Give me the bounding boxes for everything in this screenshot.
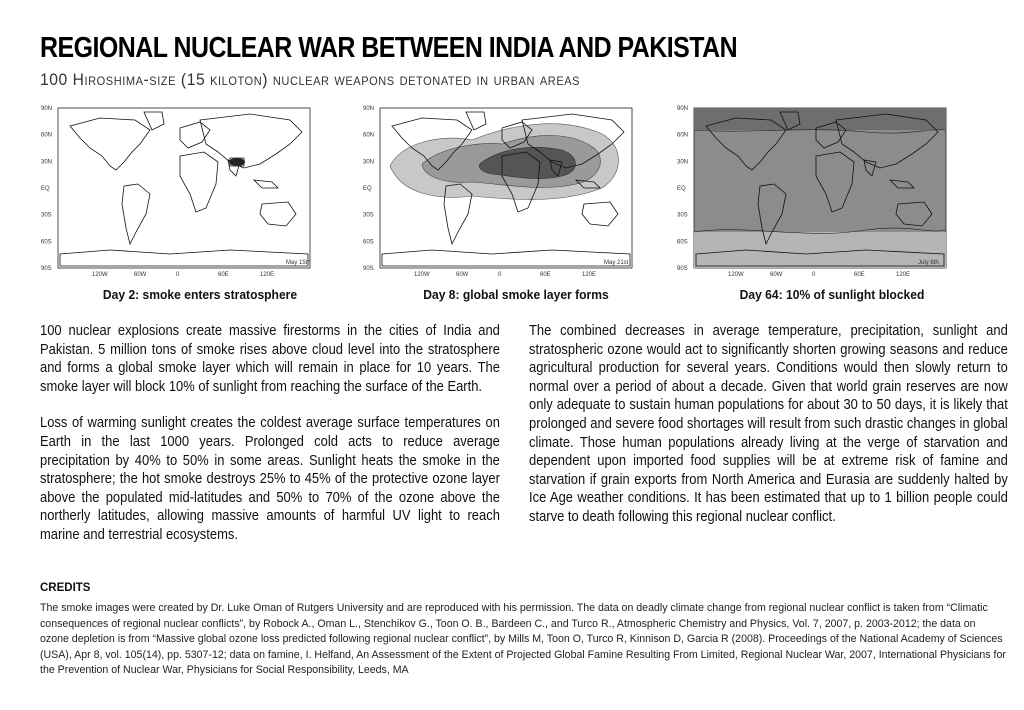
latitude-tick-label: 30N (363, 159, 375, 166)
page-title: REGIONAL NUCLEAR WAR BETWEEN INDIA AND PAKISTAN (40, 32, 738, 64)
longitude-tick-label: 120E (896, 272, 911, 278)
date-stamp: May 21st (604, 260, 629, 266)
credits-heading: CREDITS (40, 582, 91, 594)
smoke-map-day-2 (40, 104, 320, 280)
latitude-tick-label: 90S (41, 266, 52, 272)
credits-paragraph: The smoke images were created by Dr. Luke Oman of Rutgers University and are reproduced with his permission. The data on deadly climate change from regional nuclear conflict is taken from “Climatic consequences of regional nuclear conflicts”, by Robock A., Oman L., Stenchikov G., Toon O. B., Bardeen C., and Turco R., Atmospheric Chemistry and Physics, Vol. 7, 2007, p. 2003-2012; the data on ozone depletion is from “Massive global ozone loss predicted following regional nuclear conflict”, by Mills M, Toon O, Turco R, Kinnison D, Garcia R (2008). Proceedings of the National Academy of Sciences (USA), Apr 8, vol. 105(14), pp. 5307-12; data on famine, I. Helfand, An Assessment of the Extent of Projected Global Famine Resulting From Limited, Regional Nuclear War, 2007, International Physicians for the Prevention of Nuclear War, Physicians for Social Responsibility, Leeds, MA (40, 602, 1006, 677)
smoke-map-day-64 (676, 104, 956, 280)
latitude-tick-label: 90N (677, 106, 689, 112)
date-stamp: July 6th (918, 260, 939, 266)
latitude-tick-label: EQ (363, 186, 372, 192)
latitude-tick-label: 90N (363, 106, 375, 112)
longitude-tick-label: 120E (260, 272, 275, 278)
longitude-tick-label: 0 (176, 272, 180, 278)
latitude-tick-label: 30N (41, 159, 53, 166)
paragraph: The combined decreases in average temperature, precipitation, sunlight and stratospheric ozone would act to significantly shorten growing seasons and reduce agricultural production for several years. Conditions would then slowly return to normal over a period of about a decade. Given that world grain reserves are now only adequate to sustain human populations for about 30 to 50 days, it is likely that prolonged and severe food shortages will result from such drastic changes in global climate. Those human populations already living at the verge of starvation and dependent upon imported food supplies will be at extreme risk of famine and starvation if grain exports from North America and Eurasia are suddenly halted by Ice Age weather conditions. It has been estimated that up to 1 billion people could starve to death following this regional nuclear conflict. (529, 323, 1008, 525)
credits-text (40, 601, 1006, 679)
latitude-tick-label: 60N (363, 132, 375, 139)
map-caption: Day 8: global smoke layer forms (423, 287, 609, 302)
longitude-tick-label: 60W (134, 272, 147, 278)
paragraph: 100 nuclear explosions create massive firestorms in the cities of India and Pakistan. 5 million tons of smoke rises above cloud level into the stratosphere and forms a global smoke layer which will remain in place for 10 years. The smoke layer will block 10% of sunlight from reaching the surface of the Earth. (40, 323, 500, 395)
latitude-tick-label: EQ (41, 186, 50, 192)
longitude-tick-label: 120W (414, 272, 430, 278)
longitude-tick-label: 120W (728, 272, 744, 278)
latitude-tick-label: 30S (363, 212, 374, 219)
latitude-tick-label: 90S (677, 266, 688, 272)
longitude-tick-label: 0 (498, 272, 502, 278)
longitude-tick-label: 0 (812, 272, 816, 278)
latitude-tick-label: 30S (41, 212, 52, 219)
longitude-tick-label: 120W (92, 272, 108, 278)
latitude-tick-label: 60N (41, 132, 53, 139)
latitude-tick-label: 90S (363, 266, 374, 272)
latitude-tick-label: 90N (41, 106, 53, 112)
latitude-tick-label: 60S (677, 239, 688, 246)
latitude-tick-label: 60S (41, 239, 52, 246)
latitude-tick-label: EQ (677, 186, 686, 192)
paragraph: Loss of warming sunlight creates the coldest average surface temperatures on Earth in the last 1000 years. Prolonged cold acts to reduce average precipitation by 40% to 50% in some areas. Sunlight heats the smoke in the stratosphere; the hot smoke destroys 25% to 45% of the protective ozone layer above the populated mid-latitudes and 50% to 70% of the ozone above the northerly latitudes, allowing massive amounts of harmful UV light to reach marine and terrestrial ecosystems. (40, 415, 500, 543)
latitude-tick-label: 30N (677, 159, 689, 166)
right-column (529, 322, 1008, 527)
latitude-tick-label: 30S (677, 212, 688, 219)
longitude-tick-label: 60E (540, 272, 551, 278)
latitude-tick-label: 60S (363, 239, 374, 246)
page-subtitle: 100 Hiroshima-size (15 kiloton) nuclear weapons detonated in urban areas (40, 70, 581, 89)
longitude-tick-label: 120E (582, 272, 597, 278)
longitude-tick-label: 60W (770, 272, 783, 278)
map-caption: Day 2: smoke enters stratosphere (102, 287, 298, 302)
left-column (40, 322, 500, 545)
smoke-map-day-8 (362, 104, 642, 280)
smoke-plume (229, 158, 245, 166)
longitude-tick-label: 60E (218, 272, 229, 278)
longitude-tick-label: 60E (854, 272, 865, 278)
longitude-tick-label: 60W (456, 272, 469, 278)
date-stamp: May 15th (286, 260, 311, 266)
map-caption: Day 64: 10% of sunlight blocked (739, 287, 925, 302)
latitude-tick-label: 60N (677, 132, 689, 139)
